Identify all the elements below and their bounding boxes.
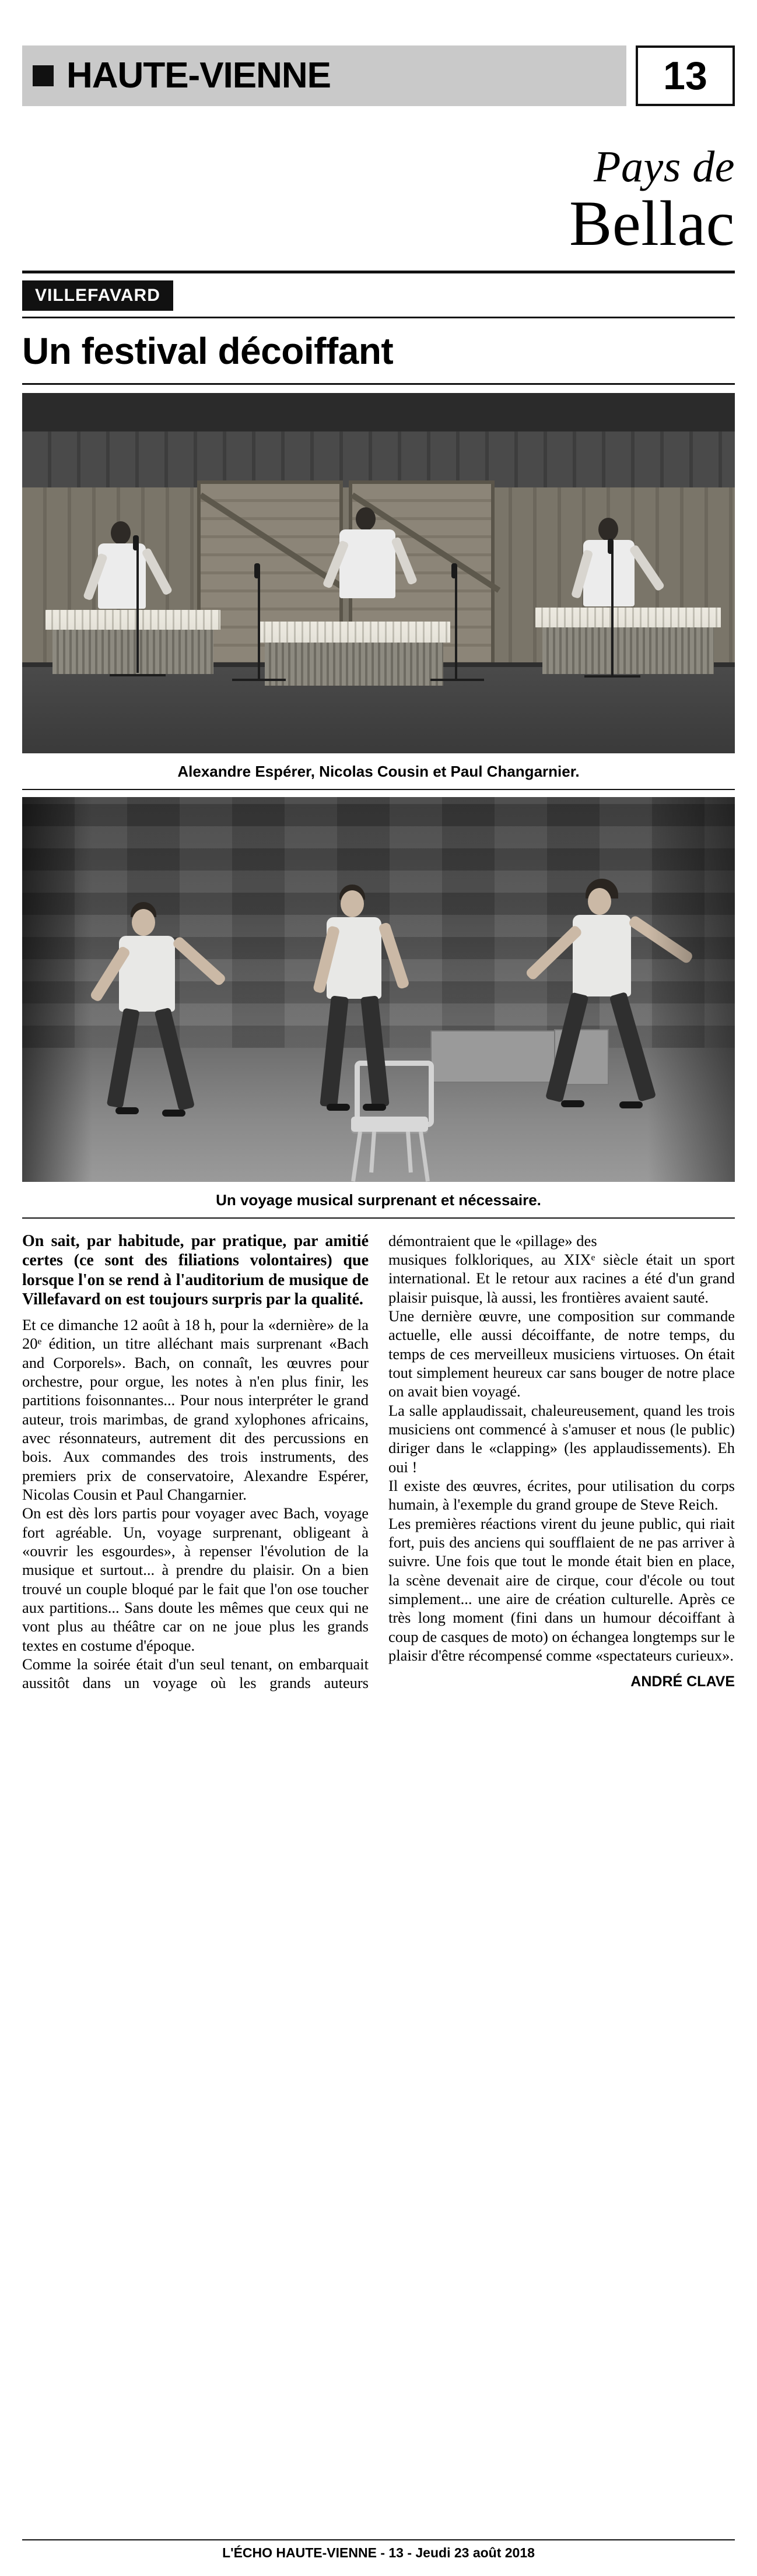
divider-under-locality (22, 317, 735, 318)
page-number-box (636, 45, 735, 106)
article-lead: On sait, par habitude, par pratique, par amitié certes (ce sont des filiations volontaires) que lorsque l'on se rend à l'auditorium de musique de Villefavard on est toujours surpris par la qualité. (22, 1231, 369, 1309)
divider-under-caption-1 (22, 789, 735, 790)
page-title: Un festival décoiffant (22, 329, 394, 372)
article-paragraph: Et ce dimanche 12 août à 18 h, pour la «dernière» de la 20ᵉ édition, un titre alléchant mais surprenant «Bach and Corporels». Bach, on connaît, les œuvres pour orchestre, pour orgue, les notes à n'en plus finir, les partitions foisonnantes... Pour nous interpréter le grand auteur, trois marimbas, de grand xylophones africains, avec résonnateurs, autrement dit des percussions en bois. Aux commandes des trois instruments, des premiers prix de conservatoire, Alexandre Espérer, Nicolas Cousin et Paul Changarnier. (22, 1316, 369, 1503)
divider-above-footer (22, 2539, 735, 2540)
article-paragraph: musiques folkloriques, au XIXᵉ siècle était un sport international. Et le retour aux racines a été d'un grand plaisir puisque, là aussi, les frontières avaient sauté. (388, 1250, 735, 1306)
section-title-line1: Pays de (594, 142, 735, 191)
divider-under-section (22, 271, 735, 273)
newspaper-page (0, 45, 757, 2576)
divider-under-caption-2 (22, 1217, 735, 1219)
masthead-edition-band (22, 45, 626, 106)
article-byline: ANDRÉ CLAVE (630, 1673, 735, 1690)
photo-caption-2: Un voyage musical surprenant et nécessaire. (216, 1191, 541, 1209)
section-title (22, 142, 735, 259)
page-footer (22, 2539, 735, 2561)
photo-three-performers (22, 797, 735, 1182)
page-number: 13 (663, 54, 707, 98)
black-square-icon (33, 65, 54, 86)
article-paragraph: La salle applaudissait, chaleureusement, quand les trois musiciens ont commencé à s'amuser et nous (le public) diriger dans le «clapping» (les applaudissements). Eh oui ! (388, 1401, 735, 1476)
section-title-line2: Bellac (569, 187, 735, 259)
article-body (22, 1231, 735, 1693)
divider-under-headline (22, 383, 735, 385)
locality-tag-wrap (22, 280, 735, 311)
footer-text: L'ÉCHO HAUTE-VIENNE - 13 - Jeudi 23 août 2018 (222, 2545, 535, 2560)
photo-marimba-concert (22, 393, 735, 753)
article-paragraph: On est dès lors partis pour voyager avec Bach, voyage fort agréable. Un, voyage surprenant, obligeant à «ouvrir les esgourdes», à repenser l'évolution de la musique et surtout... à prendre du plaisir. On a bien trouvé un couple bloqué par le fait que l'on ose toucher aux partitions... Sans doute les mêmes que ceux qui ne vont plus au théâtre car on ne joue plus les grands textes en costume d'époque. (22, 1504, 369, 1654)
photo-caption-1: Alexandre Espérer, Nicolas Cousin et Paul Changarnier. (177, 762, 580, 780)
locality-tag: VILLEFAVARD (22, 280, 173, 311)
article-paragraph: Il existe des œuvres, écrites, pour utilisation du corps humain, à l'exemple du grand groupe de Steve Reich. (388, 1476, 735, 1514)
masthead-edition-title: HAUTE-VIENNE (66, 55, 331, 96)
masthead (22, 45, 735, 106)
article-paragraph: Les premières réactions virent du jeune public, qui riait fort, puis des anciens qui soufflaient de ne pas arriver à suivre. Une fois que tout le monde était bien en place, la scène devenait aire de cirque, cour d'école ou tout simplement... une aire de création culturelle. Après ce très long moment (fini dans un humour décoiffant à coup de casques de moto) on échangea longtemps sur le plaisir d'être récompensé comme «spectateurs curieux». (388, 1514, 735, 1664)
article-paragraph: Comme la soirée était d'un seul tenant, on embarquait aussitôt dans un voyage où les grands auteurs démontraient que le «pillage» des (22, 1231, 597, 1692)
article-paragraph: Une dernière œuvre, une composition sur commande actuelle, elle aussi décoiffante, de notre temps, du temps de ces merveilleux musiciens virtuoses. On était tout simplement heureux car sans bouger de notre place on avait bien voyagé. (388, 1307, 735, 1401)
